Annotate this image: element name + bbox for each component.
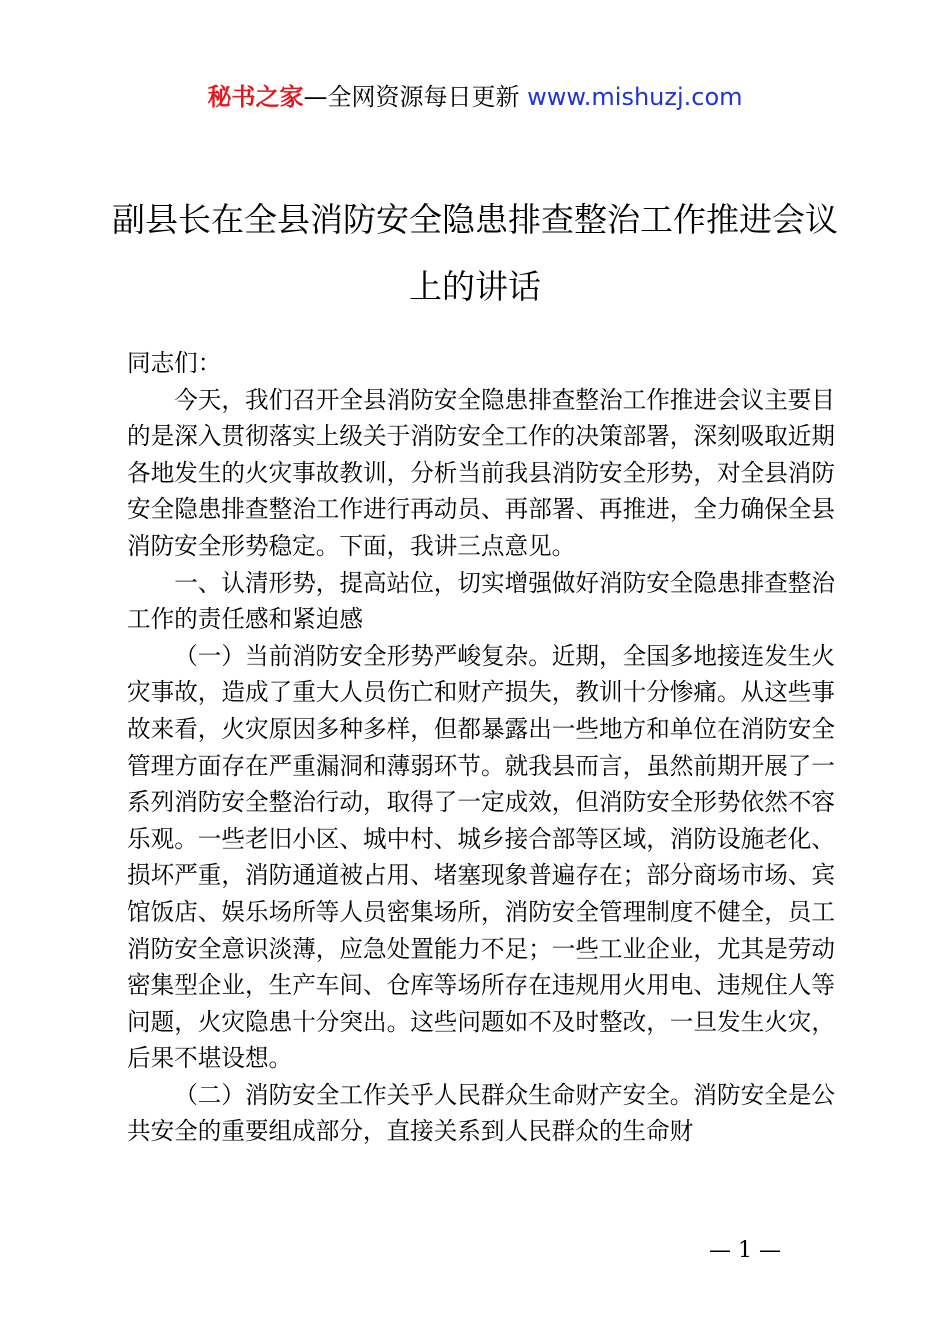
paragraph-subsection-1: （一）当前消防安全形势严峻复杂。近期，全国多地接连发生火灾事故，造成了重大人员伤亡和财产损失，教训十分惨痛。从这些事故来看，火灾原因多种多样，但都暴露出一些地方和单位在消防安全管理方面存在严重漏洞和薄弱环节。就我县而言，虽然前期开展了一系列消防安全整治行动，取得了一定成效，但消防安全形势依然不容乐观。一些老旧小区、城中村、城乡接合部等区域，消防设施老化、损坏严重，消防通道被占用、堵塞现象普遍存在；部分商场市场、宾馆饭店、娱乐场所等人员密集场所，消防安全管理制度不健全，员工消防安全意识淡薄，应急处置能力不足；一些工业企业，尤其是劳动密集型企业，生产车间、仓库等场所存在违规用火用电、违规住人等问题，火灾隐患十分突出。这些问题如不及时整改，一旦发生火灾，后果不堪设想。	[127, 641, 835, 1073]
section-heading-1: 一、认清形势，提高站位，切实增强做好消防安全隐患排查整治工作的责任感和紧迫感	[127, 568, 835, 634]
site-tagline: —全网资源每日更新	[303, 83, 520, 111]
document-title: 副县长在全县消防安全隐患排查整治工作推进会议上的讲话	[112, 200, 838, 306]
document-body	[127, 345, 835, 1150]
paragraph-subsection-2: （二）消防安全工作关乎人民群众生命财产安全。消防安全是公共安全的重要组成部分，直接关系到人民群众的生命财	[127, 1080, 835, 1146]
salutation: 同志们：	[127, 349, 222, 377]
site-brand: 秘书之家	[207, 83, 304, 111]
page-number: — 1 —	[709, 1238, 781, 1263]
site-header	[0, 80, 950, 114]
site-url-link[interactable]: www.mishuzj.com	[527, 83, 743, 111]
paragraph-intro: 今天，我们召开全县消防安全隐患排查整治工作推进会议主要目的是深入贯彻落实上级关于消防安全工作的决策部署，深刻吸取近期各地发生的火灾事故教训，分析当前我县消防安全形势，对全县消防安全隐患排查整治工作进行再动员、再部署、再推进，全力确保全县消防安全形势稳定。下面，我讲三点意见。	[127, 385, 835, 560]
